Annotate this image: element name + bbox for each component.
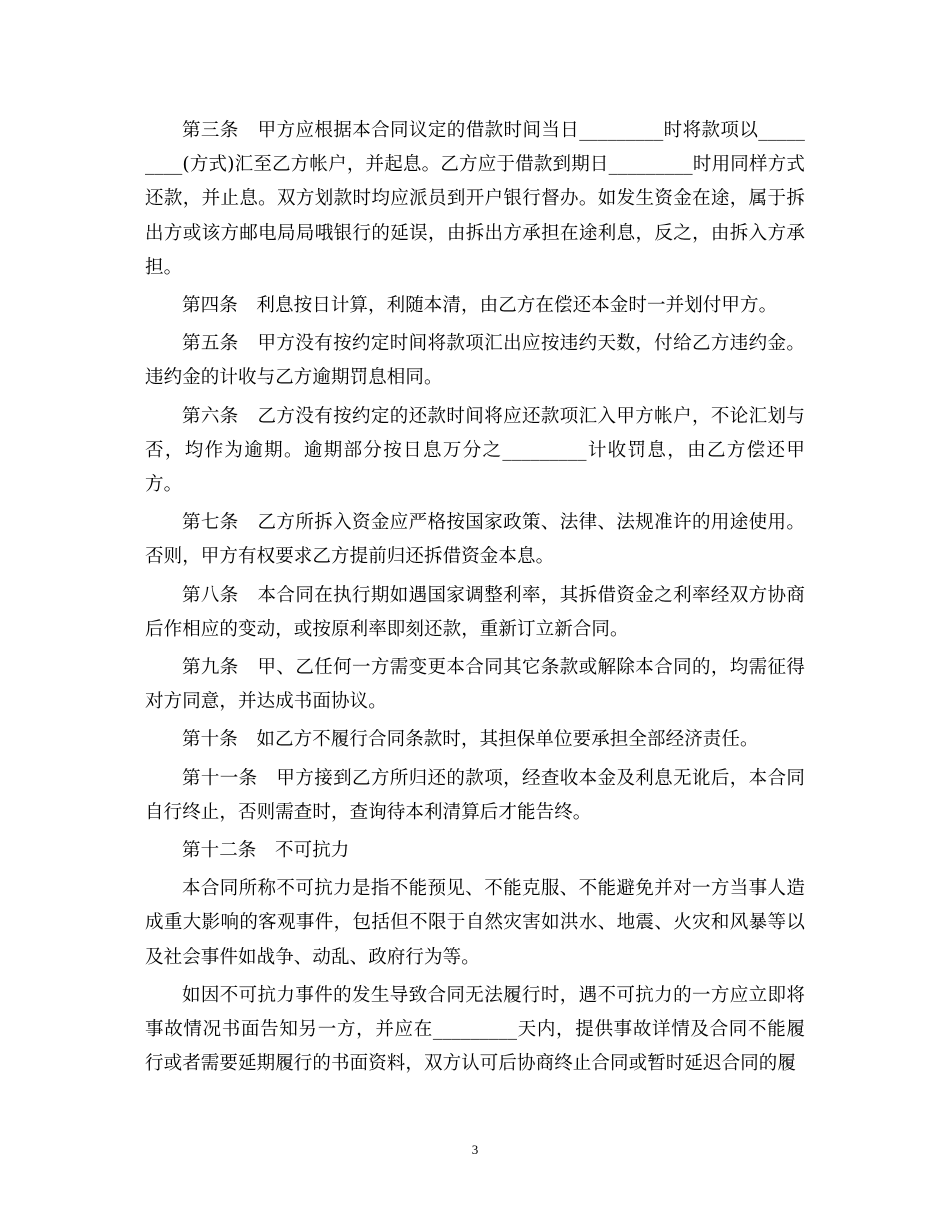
paragraph-force-majeure-procedure: 如因不可抗力事件的发生导致合同无法履行时，遇不可抗力的一方应立即将事故情况书面告知另一方，并应在_________天内，提供事故详情及合同不能履行或者需要延期履行的书面资料，双方认可后协商终止合同或暂时延迟合同的履 [145,984,805,1075]
paragraph-article-7: 第七条 乙方所拆入资金应严格按国家政策、法律、法规准许的用途使用。否则，甲方有权要求乙方提前归还拆借资金本息。 [145,512,805,568]
paragraph-article-5: 第五条 甲方没有按约定时间将款项汇出应按违约天数，付给乙方违约金。违约金的计收与乙方逾期罚息相同。 [145,333,805,389]
paragraph-article-4: 第四条 利息按日计算，利随本清，由乙方在偿还本金时一并划付甲方。 [182,295,778,317]
page-number: 3 [471,1142,479,1157]
paragraph-article-3: 第三条 甲方应根据本合同议定的借款时间当日_________时将款项以_________(方式)汇至乙方帐户，并起息。乙方应于借款到期日_________时用同样方式还款，并止息。双方划款时均应派员到开户银行督办。如发生资金在途，属于拆出方或该方邮电局局哦银行的延误，由拆出方承担在途利息，反之，由拆入方承担。 [145,120,805,278]
paragraph-force-majeure-definition: 本合同所称不可抗力是指不能预见、不能克服、不能避免并对一方当事人造成重大影响的客观事件，包括但不限于自然灾害如洪水、地震、火灾和风暴等以及社会事件如战争、动乱、政府行为等。 [145,878,805,968]
document-body [145,114,805,1085]
paragraph-article-9: 第九条 甲、乙任何一方需变更本合同其它条款或解除本合同的，均需征得对方同意，并达成书面协议。 [145,657,805,713]
paragraph-article-12-heading: 第十二条 不可抗力 [182,840,350,862]
paragraph-article-6: 第六条 乙方没有按约定的还款时间将应还款项汇入甲方帐户，不论汇划与否，均作为逾期。逾期部分按日息万分之_________计收罚息，由乙方偿还甲方。 [145,405,805,496]
paragraph-article-10: 第十条 如乙方不履行合同条款时，其担保单位要承担全部经济责任。 [182,729,759,751]
paragraph-article-11: 第十一条 甲方接到乙方所归还的款项，经查收本金及利息无讹后，本合同自行终止，否则需查时，查询待本利清算后才能告终。 [145,767,805,823]
paragraph-article-8: 第八条 本合同在执行期如遇国家调整利率，其拆借资金之利率经双方协商后作相应的变动，或按原利率即刻还款，重新订立新合同。 [145,584,805,640]
